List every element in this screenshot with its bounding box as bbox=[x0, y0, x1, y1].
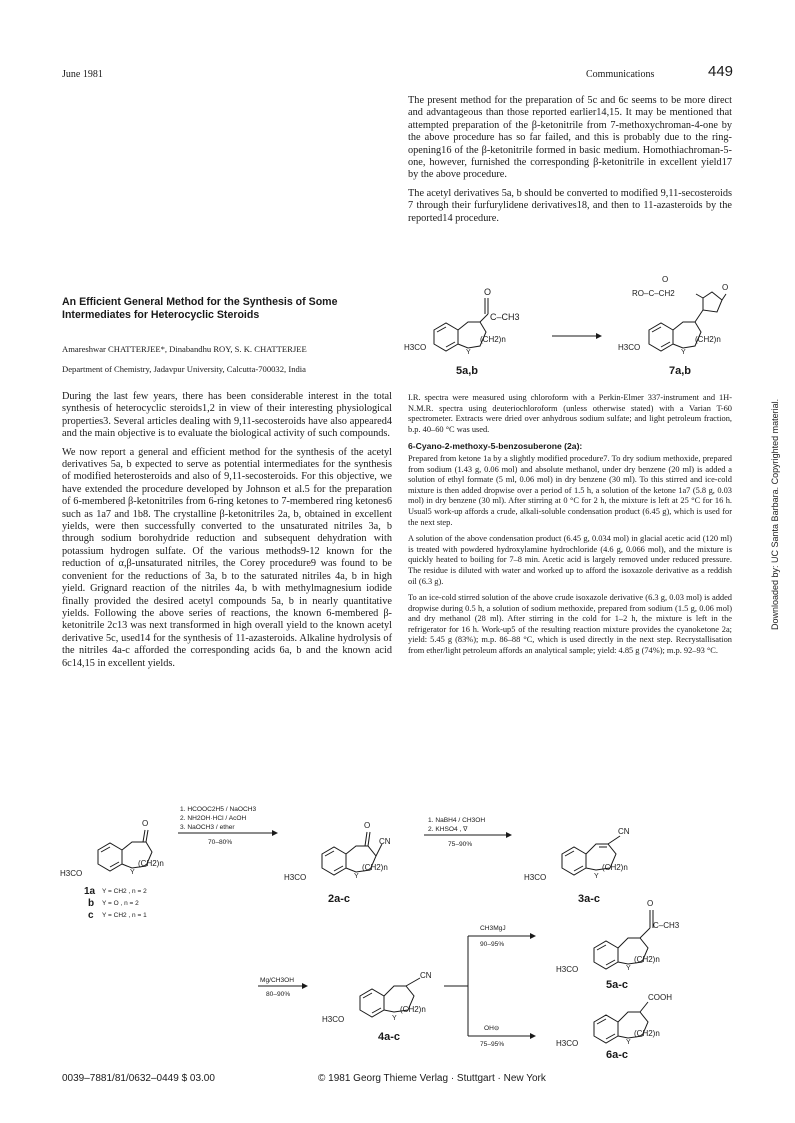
yield-text: 70–80% bbox=[208, 839, 233, 846]
reagent-line: 3. NaOCH3 / ether bbox=[180, 824, 235, 831]
left-body-text bbox=[62, 391, 392, 676]
atom-label: Y bbox=[681, 349, 686, 356]
arrow-head-icon bbox=[596, 333, 602, 339]
legend-label: c bbox=[88, 910, 94, 921]
right-top-text bbox=[408, 95, 732, 231]
atom-label: (CH2)n bbox=[480, 335, 506, 344]
atom-label: O bbox=[484, 287, 492, 297]
reagent-line: OH⊖ bbox=[484, 1025, 500, 1032]
compound-label-5ab: 5a,b bbox=[456, 365, 479, 377]
arrow-head-icon bbox=[530, 1033, 536, 1039]
atom-label: Y bbox=[354, 873, 359, 880]
reagent-line: 1. HCOOC2H5 / NaOCH3 bbox=[180, 806, 257, 813]
arrow-head-icon bbox=[506, 832, 512, 838]
arrow-head-icon bbox=[302, 983, 308, 989]
atom-label: (CH2)n bbox=[138, 859, 164, 868]
atom-label: Y bbox=[594, 873, 599, 880]
legend-text: Y = O , n = 2 bbox=[102, 900, 139, 907]
scheme-top bbox=[404, 270, 744, 385]
legend-text: Y = CH2 , n = 1 bbox=[102, 912, 147, 919]
paragraph: The acetyl derivatives 5a, b should be converted to modified 9,11-secosteroids 7 through their furfurylidene derivatives18, and then to 11-azasteroids by the reported14 procedure. bbox=[408, 187, 732, 224]
atom-label: (CH2)n bbox=[602, 863, 628, 872]
atom-label: C–CH3 bbox=[490, 312, 520, 322]
atom-label: Y bbox=[130, 869, 135, 876]
atom-label: CN bbox=[420, 971, 432, 980]
compound-label-3: 3a-c bbox=[578, 893, 601, 905]
paragraph: We now report a general and efficient method for the synthesis of the acetyl derivatives 5a, b expected to serve as potential intermediates for the synthesis of modified heterosteroids and also of 9,11-secosteroids. For this objective, we have extended the procedure developed by Johnson et al.5 for the preparation of 6-membered β-ketonitriles from 6-ring ketones to 7-membered ring ketones6 such as 1a7 and 1b8. The crystalline β-ketonitriles 2a, b, obtained in excellent yields, were then successfully converted to the unsaturated nitriles 3a, b through sodium borohydride reduction and subsequent dehydration with potassium hydrogen sulfate. Of the various methods9-12 known for the reduction of α,β-unsaturated nitriles, the Corey procedure9 was found to be convenient for the reductions of 3a, b to the saturated nitriles 4a, b in high yield. Grignard reaction of the nitriles 4a, b with methylmagnesium iodide finally provided the desired acetyl compounds 5a, b in nearly quantitative yields. Following the above series of reactions, the known 6-membered β-ketonitrile 2c13 was next transformed in high overall yield to the known acetyl derivative 5c, used14 for the synthesis of 11-azasteroids. Alkaline hydrolysis of the nitriles 4a-c afforded the corresponding acids 6a, b and the known acid 6c14,15 in excellent yields. bbox=[62, 446, 392, 669]
atom-label: Y bbox=[466, 349, 471, 356]
paragraph: During the last few years, there has been considerable interest in the total synthesis of heterocyclic steroids1,2 in view of their interesting physiological properties3. Several articles dealing with 9,11-secosteroids have also appeared4 and the main objective is to evaluate the biological activity of such compounds. bbox=[62, 391, 392, 440]
atom-label: (CH2)n bbox=[400, 1005, 426, 1014]
reagent-line: Mg/CH3OH bbox=[260, 977, 295, 984]
synthesis-scheme bbox=[60, 800, 740, 1060]
paragraph: The present method for the preparation of 5c and 6c seems to be more direct and advantageous than those reported earlier14,15. It may be mentioned that attempted preparation of the β-ketonitrile from 7-methoxychroman-4-one by the above procedure has so far failed, and this is probably due to the ring-opening16 of the β-ketonitrile formed in basic medium. Homothiachroman-5-one, however, furnished the corresponding β-ketonitrile in excellent yield17 by the above procedure. bbox=[408, 95, 732, 181]
atom-label: (CH2)n bbox=[695, 335, 721, 344]
atom-label: H3CO bbox=[322, 1015, 345, 1024]
paragraph: To an ice-cold stirred solution of the above crude isoxazole derivative (6.3 g, 0.03 mol) is added dropwise during 0.5 h, a solution of sodium methoxide, prepared from sodium (1.5 g, 0.06 mol) and dry methanol (28 ml). After stirring in the cold for 1–2 h, the mixture is left in the refrigerator for 16 h. Work-up5 of the resulting reaction mixture provides the cyanoketone 2a; yield: 5.45 g (83%); m.p. 86–88 °C, which is used directly in the next step. Recrystallisation from ether/light petroleum affords an analytical sample; yield: 4.85 g (74%); m.p. 92–93 °C. bbox=[408, 593, 732, 656]
atom-label: H3CO bbox=[556, 1039, 579, 1048]
article-title: An Efficient General Method for the Synthesis of Some Intermediates for Heterocyclic Steroids bbox=[62, 296, 338, 321]
atom-label: O bbox=[364, 821, 371, 830]
compound-label-7ab: 7a,b bbox=[669, 365, 692, 377]
yield-text: 80–90% bbox=[266, 991, 291, 998]
atom-label: (CH2)n bbox=[362, 863, 388, 872]
compound-label-2: 2a-c bbox=[328, 893, 351, 905]
branch-connector bbox=[444, 936, 530, 1036]
page-number: 449 bbox=[708, 63, 734, 80]
download-notice: Downloaded by: UC Santa Barbara. Copyrighted material. bbox=[770, 398, 780, 630]
atom-label: O bbox=[722, 283, 729, 292]
arrow-head-icon bbox=[272, 830, 278, 836]
atom-label: C–CH3 bbox=[653, 921, 680, 930]
running-date: June 1981 bbox=[62, 69, 103, 80]
running-section: Communications bbox=[586, 69, 655, 80]
paragraph: Prepared from ketone 1a by a slightly modified procedure7. To dry sodium methoxide, prepared from sodium (1.43 g, 0.06 mol) and absolute methanol, under dry benzene (20 ml) is added a solution of ethyl formate (5 ml, 0.06 mol) in dry benzene (30 ml). To this stirred and ice-cold mixture is then added dropwise over a period of 1.5 h, a solution of the ketone 1a7 (5.8 g, 0.03 mol) in dry benzene (30 ml). After stirring at 0 °C for 2 h, the mixture is left at 25 °C for 16 h. Usual5 work-up affords a crude, alkali-soluble condensation product (6.45 g), which is used for the next step. bbox=[408, 453, 732, 527]
atom-label: COOH bbox=[648, 993, 672, 1002]
atom-label: CN bbox=[379, 837, 391, 846]
reagent-line: 2. KHSO4 , ∇ bbox=[428, 826, 468, 833]
article-affiliation: Department of Chemistry, Jadavpur University, Calcutta-700032, India bbox=[62, 364, 306, 374]
atom-label: CN bbox=[618, 827, 630, 836]
reagent-line: 1. NaBH4 / CH3OH bbox=[428, 817, 486, 824]
article-authors: Amareshwar CHATTERJEE*, Dinabandhu ROY, S. K. CHATTERJEE bbox=[62, 344, 307, 354]
compound-label-4: 4a-c bbox=[378, 1031, 401, 1043]
experimental-heading: 6-Cyano-2-methoxy-5-benzosuberone (2a): bbox=[408, 441, 583, 452]
atom-label: Y bbox=[392, 1015, 397, 1022]
reagent-line: CH3MgJ bbox=[480, 925, 506, 932]
legend-text: Y = CH2 , n = 2 bbox=[102, 888, 147, 895]
footer-issn: 0039–7881/81/0632–0449 $ 03.00 bbox=[62, 1073, 215, 1084]
atom-label: Y bbox=[626, 965, 631, 972]
yield-text: 75–95% bbox=[480, 1041, 505, 1048]
atom-label: H3CO bbox=[618, 343, 641, 352]
experimental-section bbox=[408, 393, 732, 663]
arrow-head-icon bbox=[530, 933, 536, 939]
atom-label: H3CO bbox=[404, 343, 427, 352]
compound-label-6: 6a-c bbox=[606, 1049, 629, 1060]
legend-label: 1a bbox=[84, 886, 96, 897]
reagent-line: 2. NH2OH·HCl / AcOH bbox=[180, 815, 247, 822]
experimental-intro: I.R. spectra were measured using chloroform with a Perkin-Elmer 337-instrument and 1H-N.M.R. spectra using deuteriochloroform (unless otherwise stated) with a Varian T-60 spectrometer. Extracts were dried over anhydrous sodium sulfate; and light petroleum fraction, b.p. 40–60 °C was used. bbox=[408, 393, 732, 434]
atom-label: H3CO bbox=[524, 873, 547, 882]
paragraph: A solution of the above condensation product (6.45 g, 0.034 mol) in glacial acetic acid (120 ml) is treated with powdered hydroxylamine hydrochloride (4.6 g, 0.066 mol), and the mixture is quickly heated to boiling for 7–8 min. Acetic acid is largely removed under reduced pressure. The residue is diluted with water and worked up to afford the isoxazole derivative as a reddish oil (6.3 g). bbox=[408, 534, 732, 586]
atom-label: RO–C–CH2 bbox=[632, 289, 675, 298]
atom-label: H3CO bbox=[284, 873, 307, 882]
atom-label: O bbox=[142, 819, 149, 828]
atom-label: O bbox=[647, 899, 654, 908]
yield-text: 90–95% bbox=[480, 941, 505, 948]
yield-text: 75–90% bbox=[448, 841, 473, 848]
legend-label: b bbox=[88, 898, 95, 909]
footer-copyright: © 1981 Georg Thieme Verlag · Stuttgart · New York bbox=[318, 1073, 546, 1084]
compound-label-5: 5a-c bbox=[606, 979, 629, 991]
atom-label: O bbox=[662, 275, 669, 284]
atom-label: (CH2)n bbox=[634, 1029, 660, 1038]
atom-label: Y bbox=[626, 1039, 631, 1046]
atom-label: (CH2)n bbox=[634, 955, 660, 964]
atom-label: H3CO bbox=[60, 869, 83, 878]
atom-label: H3CO bbox=[556, 965, 579, 974]
